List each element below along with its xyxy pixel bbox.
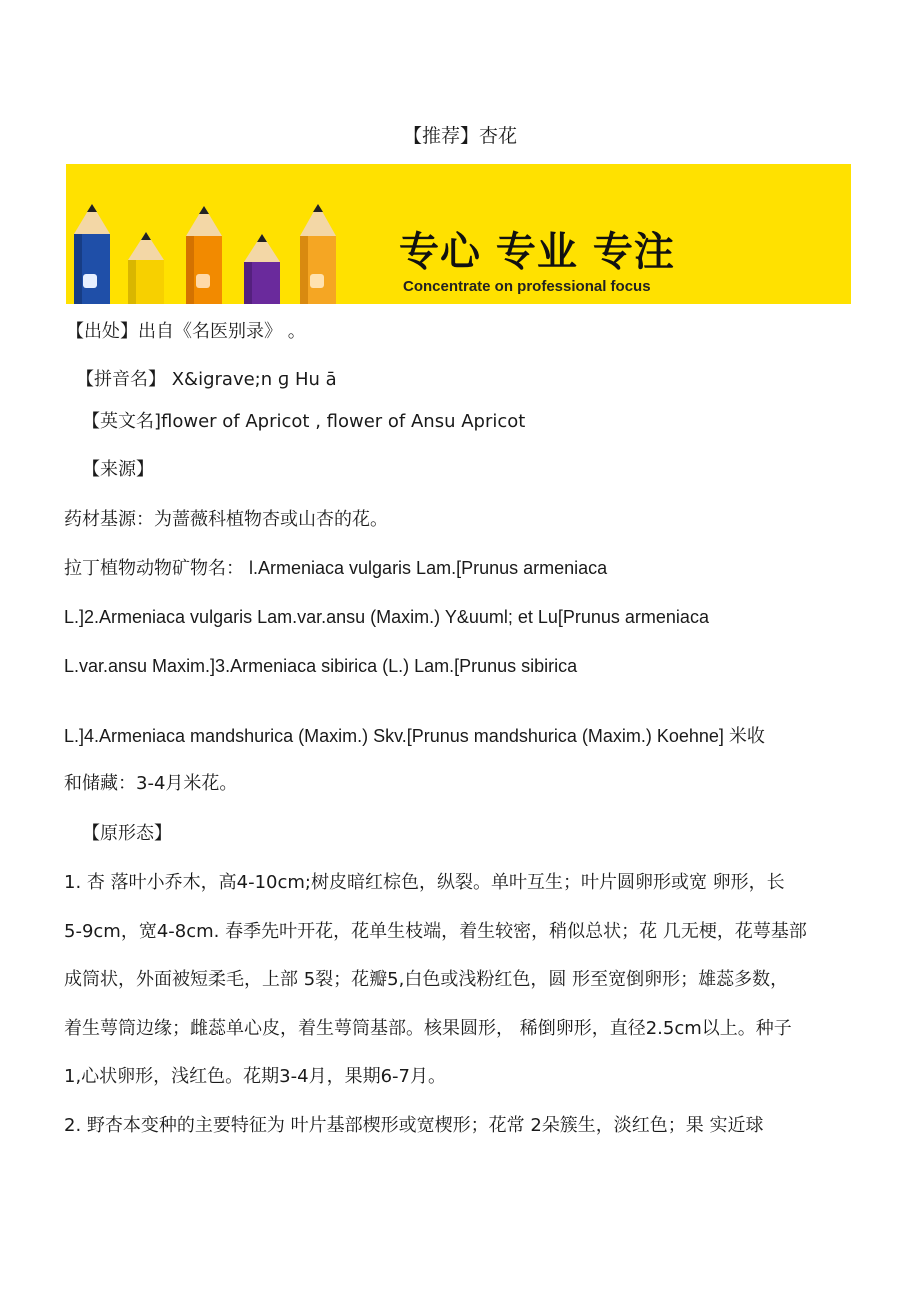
morphology-line: 1. 杏 落叶小乔木，高4-10cm;树皮暗红棕色，纵裂。单叶互生；叶片圆卵形或宽 卵形，长 [64, 872, 785, 893]
morphology-line: 5-9cm，宽4-8cm. 春季先叶开花，花单生枝端，着生较密，稍似总状；花 几无梗，花萼基部 [64, 921, 807, 942]
pinyin-line: 【拼音名】 X&igrave;n ɡ Hu ā [76, 369, 337, 390]
pencil-icon [244, 234, 280, 304]
morphology-line: 1,心状卵形，浅红色。花期3-4月，果期6-7月。 [64, 1066, 446, 1087]
pencil-icon [74, 204, 110, 304]
morphology-line: 2. 野杏本变种的主要特征为 叶片基部楔形或宽楔形；花常 2朵簇生，淡红色；果 实近球 [64, 1115, 764, 1136]
pencil-icon [186, 206, 222, 304]
banner-tagline: Concentrate on professional focus [403, 278, 651, 295]
page-title: 【推荐】杏花 [402, 125, 517, 147]
source-line: 【出处】出自《名医别录》 。 [66, 321, 306, 342]
latin-name-line-2: L.]2.Armeniaca vulgaris Lam.var.ansu (Maxim.) Y&uuml; et Lu[Prunus armeniaca [64, 607, 709, 627]
morphology-line: 成筒状，外面被短柔毛，上部 5裂；花瓣5,白色或浅粉红色，圆 形至宽倒卵形；雄蕊多数， [64, 969, 789, 990]
morphology-line: 着生萼筒边缘；雌蕊单心皮，着生萼筒基部。核果圆形， 稀倒卵形，直径2.5cm以上。种子 [64, 1018, 792, 1039]
origin-heading: 【来源】 [82, 459, 154, 480]
harvest-line: 和储藏：3-4月米花。 [64, 773, 238, 794]
herb-origin-line: 药材基源：为蔷薇科植物杏或山杏的花。 [64, 509, 388, 530]
latin-name-line-3: L.var.ansu Maxim.]3.Armeniaca sibirica (L.) Lam.[Prunus sibirica [64, 656, 578, 676]
pencil-icon [300, 204, 336, 304]
english-name-line: 【英文名]flower of Apricot , flower of Ansu Apricot [82, 411, 526, 432]
morphology-heading: 【原形态】 [82, 823, 172, 844]
latin-name-line-4: L.]4.Armeniaca mandshurica (Maxim.) Skv.[Prunus mandshurica (Maxim.) Koehne] 米收 [64, 726, 765, 746]
pencil-icon [128, 232, 164, 304]
latin-name-line-1: 拉丁植物动物矿物名： l.Armeniaca vulgaris Lam.[Prunus armeniaca [64, 558, 608, 578]
pencils-illustration [66, 164, 366, 304]
banner [66, 164, 851, 304]
banner-heading: 专心 专业 专注 [399, 229, 675, 275]
